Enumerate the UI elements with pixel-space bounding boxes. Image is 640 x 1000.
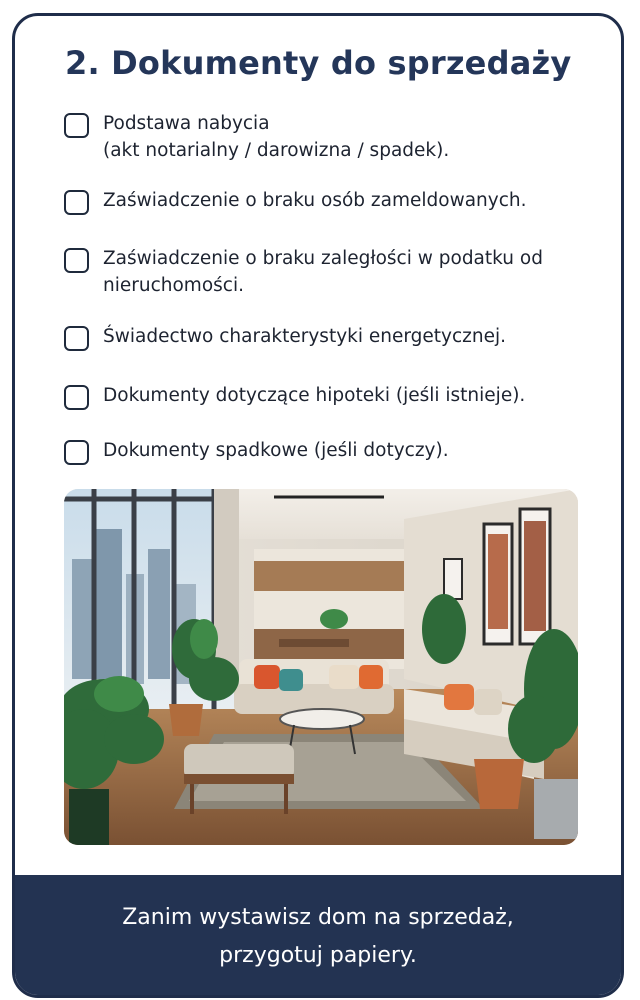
checklist-item-inheritance-documents[interactable] xyxy=(64,440,584,465)
checklist-card xyxy=(12,13,624,998)
footer-line-2: przygotuj papiery. xyxy=(219,943,417,968)
checkbox[interactable] xyxy=(64,326,89,351)
footer-text xyxy=(15,899,621,975)
label-line: (akt notarialny / darowizna / spadek). xyxy=(103,140,450,161)
label-line: Podstawa nabycia xyxy=(103,113,270,134)
checklist-item-no-residents[interactable] xyxy=(64,190,584,215)
checklist-item-label: Świadectwo charakterystyki energetycznej. xyxy=(103,326,506,347)
checklist-item-label: Dokumenty spadkowe (jeśli dotyczy). xyxy=(103,440,449,461)
checklist-item-label xyxy=(103,245,543,299)
checklist-item-acquisition-basis[interactable] xyxy=(64,113,584,164)
checklist-item-label: Zaświadczenie o braku osób zameldowanych. xyxy=(103,190,527,211)
label-line: Zaświadczenie o braku zaległości w podatku od xyxy=(103,248,543,269)
footer-banner xyxy=(15,875,621,998)
section-title: 2. Dokumenty do sprzedaży xyxy=(65,44,572,82)
living-room-photo xyxy=(64,489,578,845)
checklist-item-label: Dokumenty dotyczące hipoteki (jeśli istnieje). xyxy=(103,385,526,406)
checkbox[interactable] xyxy=(64,113,89,138)
checklist-item-energy-certificate[interactable] xyxy=(64,326,584,351)
checkbox[interactable] xyxy=(64,190,89,215)
checklist-item-no-tax-arrears[interactable] xyxy=(64,248,584,299)
checkbox[interactable] xyxy=(64,248,89,273)
label-line: nieruchomości. xyxy=(103,275,244,296)
checkbox[interactable] xyxy=(64,440,89,465)
checklist-item-mortgage-documents[interactable] xyxy=(64,385,584,410)
checklist-item-label xyxy=(103,110,449,164)
footer-line-1: Zanim wystawisz dom na sprzedaż, xyxy=(122,905,514,930)
checkbox[interactable] xyxy=(64,385,89,410)
